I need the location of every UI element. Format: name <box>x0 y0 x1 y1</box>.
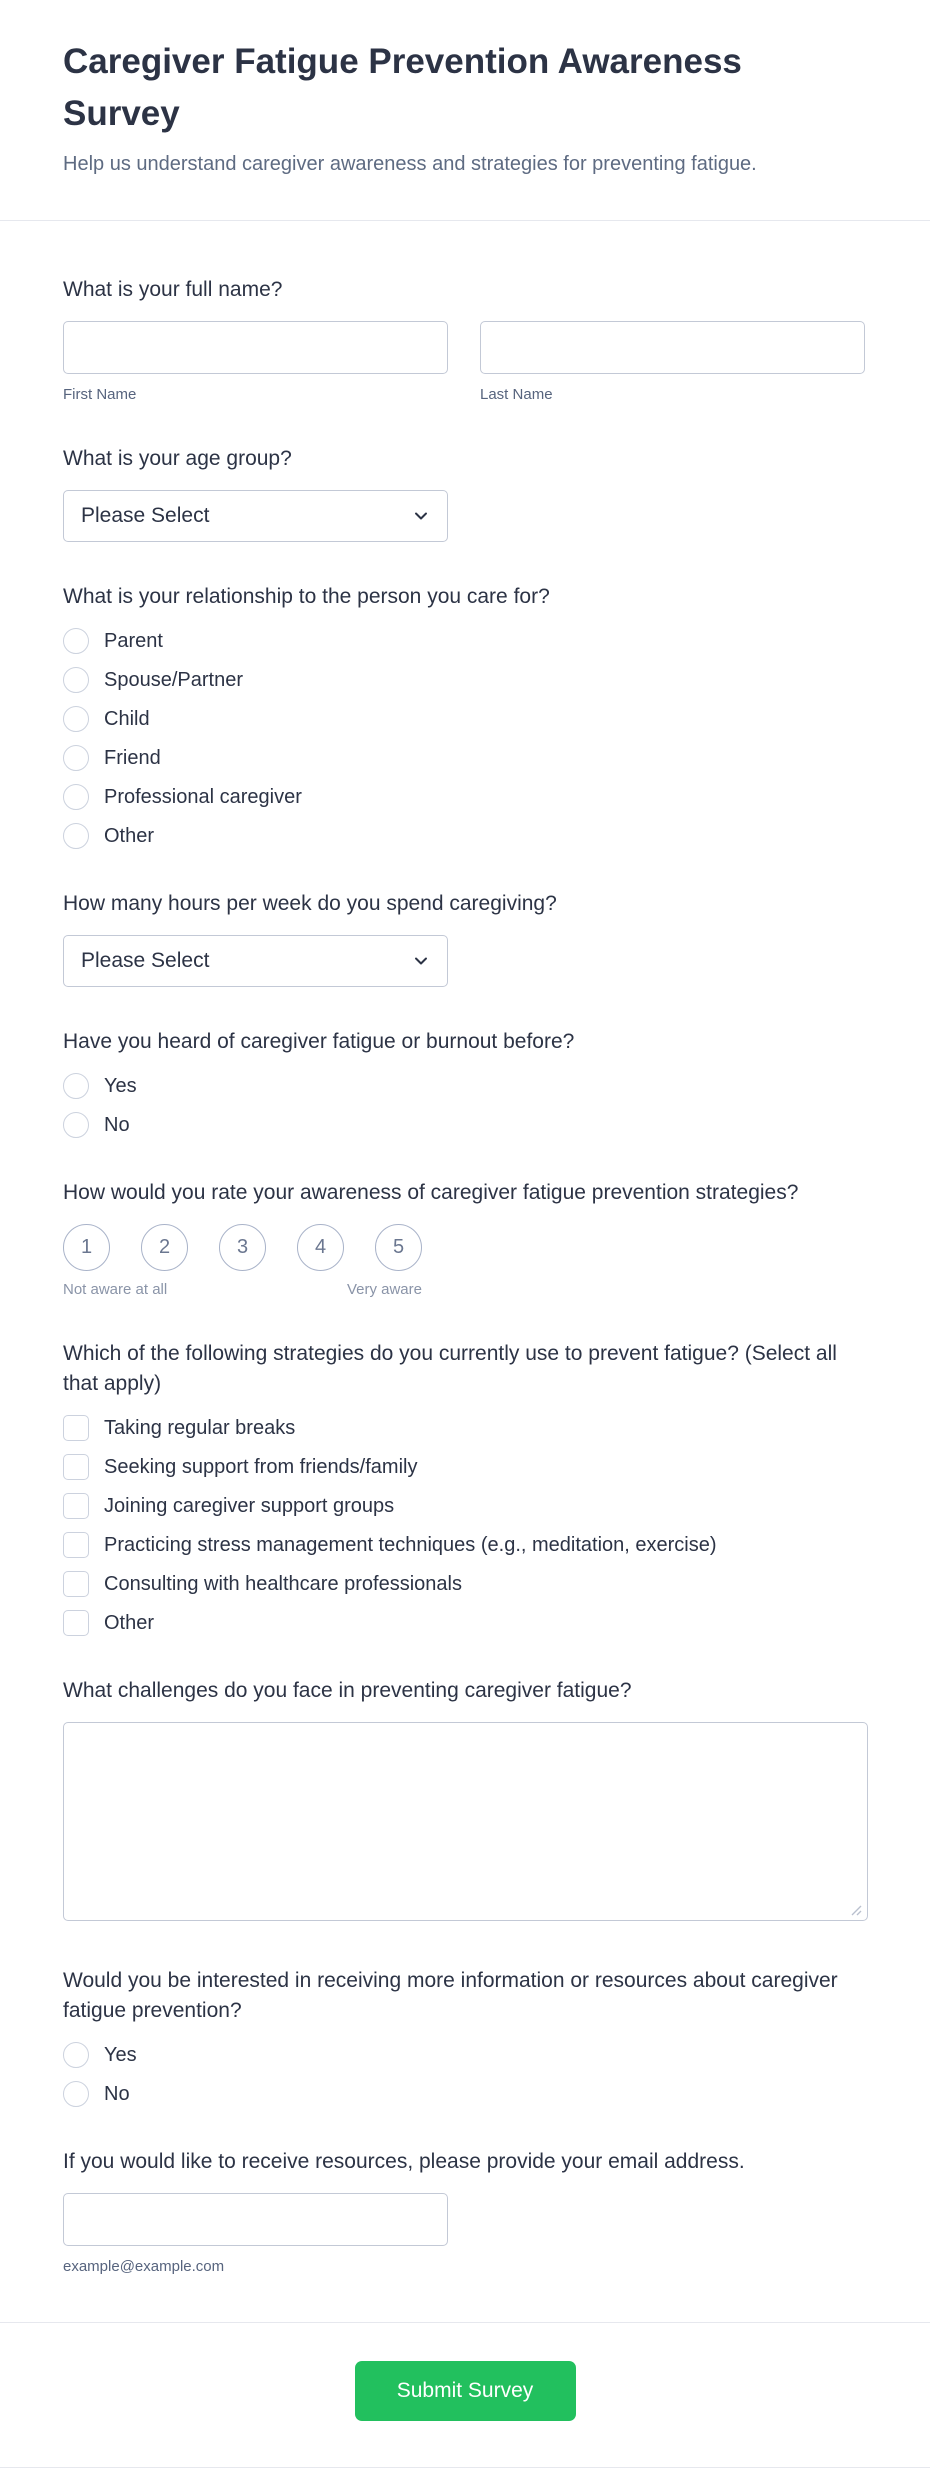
question-email <box>63 2147 867 2276</box>
question-label: How many hours per week do you spend caregiving? <box>63 892 557 915</box>
radio-button-icon[interactable] <box>63 1112 89 1138</box>
rating-circle-option[interactable]: 5 <box>375 1224 422 1271</box>
radio-button-icon[interactable] <box>63 2081 89 2107</box>
radio-option[interactable] <box>63 1112 867 1138</box>
challenges-textarea[interactable] <box>63 1722 868 1921</box>
last-name-input[interactable] <box>480 321 865 374</box>
radio-button-icon[interactable] <box>63 745 89 771</box>
email-input[interactable] <box>63 2193 448 2246</box>
rating-circle-option[interactable]: 3 <box>219 1224 266 1271</box>
radio-button-icon[interactable] <box>63 628 89 654</box>
question-label: What is your age group? <box>63 447 292 470</box>
name-fields-row <box>63 321 867 404</box>
question-label: Would you be interested in receiving more information or resources about caregiver fatigue prevention? <box>63 1969 838 2022</box>
submit-button[interactable]: Submit Survey <box>355 2361 576 2421</box>
question-heard-of-fatigue <box>63 1027 867 1138</box>
checkbox-option-label: Practicing stress management techniques (e.g., meditation, exercise) <box>104 1534 717 1556</box>
rating-circle-option[interactable]: 2 <box>141 1224 188 1271</box>
rating-circle-option[interactable]: 1 <box>63 1224 110 1271</box>
checkbox-option-label: Joining caregiver support groups <box>104 1495 395 1517</box>
question-label: What challenges do you face in preventing caregiver fatigue? <box>63 1679 632 1702</box>
select-value: Please Select <box>81 949 210 972</box>
checkbox-icon[interactable] <box>63 1454 89 1480</box>
radio-option[interactable] <box>63 784 867 810</box>
rating-scale-labels <box>63 1281 422 1299</box>
checkbox-icon[interactable] <box>63 1493 89 1519</box>
radio-button-icon[interactable] <box>63 2042 89 2068</box>
checkbox-option[interactable] <box>63 1532 867 1558</box>
radio-button-icon[interactable] <box>63 823 89 849</box>
checkbox-option-label: Consulting with healthcare professionals <box>104 1573 462 1595</box>
question-challenges <box>63 1676 867 1926</box>
checkbox-option[interactable] <box>63 1493 867 1519</box>
radio-option[interactable] <box>63 745 867 771</box>
question-label: How would you rate your awareness of caregiver fatigue prevention strategies? <box>63 1181 799 1204</box>
question-label: What is your relationship to the person you care for? <box>63 585 550 608</box>
question-interested-in-resources <box>63 1966 867 2107</box>
radio-option[interactable] <box>63 1073 867 1099</box>
question-label: If you would like to receive resources, please provide your email address. <box>63 2150 745 2173</box>
page-title: Caregiver Fatigue Prevention Awareness Survey <box>63 42 742 133</box>
question-awareness-rating <box>63 1178 867 1299</box>
checkbox-icon[interactable] <box>63 1571 89 1597</box>
radio-group-interested <box>63 2042 867 2107</box>
rating-scale <box>63 1224 867 1271</box>
radio-option[interactable] <box>63 2081 867 2107</box>
first-name-input[interactable] <box>63 321 448 374</box>
first-name-group <box>63 321 448 404</box>
email-sublabel: example@example.com <box>63 2258 225 2275</box>
checkbox-option[interactable] <box>63 1610 867 1636</box>
textarea-wrap <box>63 1722 868 1926</box>
chevron-down-icon <box>411 951 431 971</box>
checkbox-option-label: Taking regular breaks <box>104 1417 296 1439</box>
select-value: Please Select <box>81 504 210 527</box>
radio-option[interactable] <box>63 628 867 654</box>
radio-group-heard <box>63 1073 867 1138</box>
question-age-group <box>63 444 867 542</box>
checkbox-option[interactable] <box>63 1415 867 1441</box>
checkbox-option[interactable] <box>63 1571 867 1597</box>
last-name-sublabel: Last Name <box>480 386 553 403</box>
form-subtitle: Help us understand caregiver awareness and strategies for preventing fatigue. <box>63 153 757 175</box>
radio-option[interactable] <box>63 2042 867 2068</box>
checkbox-option[interactable] <box>63 1454 867 1480</box>
resize-grip-icon[interactable] <box>850 1904 862 1916</box>
checkbox-icon[interactable] <box>63 1532 89 1558</box>
radio-option-label: Other <box>104 825 155 847</box>
radio-option-label: Child <box>104 708 150 730</box>
radio-option-label: No <box>104 1114 130 1136</box>
question-strategies <box>63 1339 867 1636</box>
question-label: Which of the following strategies do you currently use to prevent fatigue? (Select all that apply) <box>63 1342 837 1395</box>
question-relationship <box>63 582 867 849</box>
radio-option-label: Professional caregiver <box>104 786 302 808</box>
radio-option-label: Yes <box>104 2044 137 2066</box>
rating-max-label: Very aware <box>346 1281 422 1298</box>
checkbox-group-strategies <box>63 1415 867 1636</box>
radio-option[interactable] <box>63 667 867 693</box>
rating-min-label: Not aware at all <box>63 1281 168 1298</box>
radio-option[interactable] <box>63 823 867 849</box>
radio-option-label: Friend <box>104 747 161 769</box>
last-name-group <box>480 321 865 404</box>
chevron-down-icon <box>411 506 431 526</box>
radio-button-icon[interactable] <box>63 706 89 732</box>
checkbox-icon[interactable] <box>63 1415 89 1441</box>
question-hours-per-week <box>63 889 867 987</box>
radio-button-icon[interactable] <box>63 1073 89 1099</box>
radio-option-label: Parent <box>104 630 163 652</box>
email-group <box>63 2193 867 2276</box>
question-label: What is your full name? <box>63 278 283 301</box>
form-header <box>0 0 930 220</box>
rating-circle-option[interactable]: 4 <box>297 1224 344 1271</box>
checkbox-option-label: Other <box>104 1612 155 1634</box>
radio-option-label: Yes <box>104 1075 137 1097</box>
first-name-sublabel: First Name <box>63 386 137 403</box>
radio-option[interactable] <box>63 706 867 732</box>
checkbox-icon[interactable] <box>63 1610 89 1636</box>
question-full-name <box>63 275 867 404</box>
radio-button-icon[interactable] <box>63 784 89 810</box>
checkbox-option-label: Seeking support from friends/family <box>104 1456 418 1478</box>
age-group-select[interactable] <box>63 490 448 542</box>
hours-per-week-select[interactable] <box>63 935 448 987</box>
radio-option-label: Spouse/Partner <box>104 669 243 691</box>
radio-button-icon[interactable] <box>63 667 89 693</box>
question-label: Have you heard of caregiver fatigue or burnout before? <box>63 1030 575 1053</box>
radio-option-label: No <box>104 2083 130 2105</box>
form-body <box>0 221 930 2276</box>
radio-group-relationship <box>63 628 867 849</box>
submit-section <box>0 2322 930 2468</box>
